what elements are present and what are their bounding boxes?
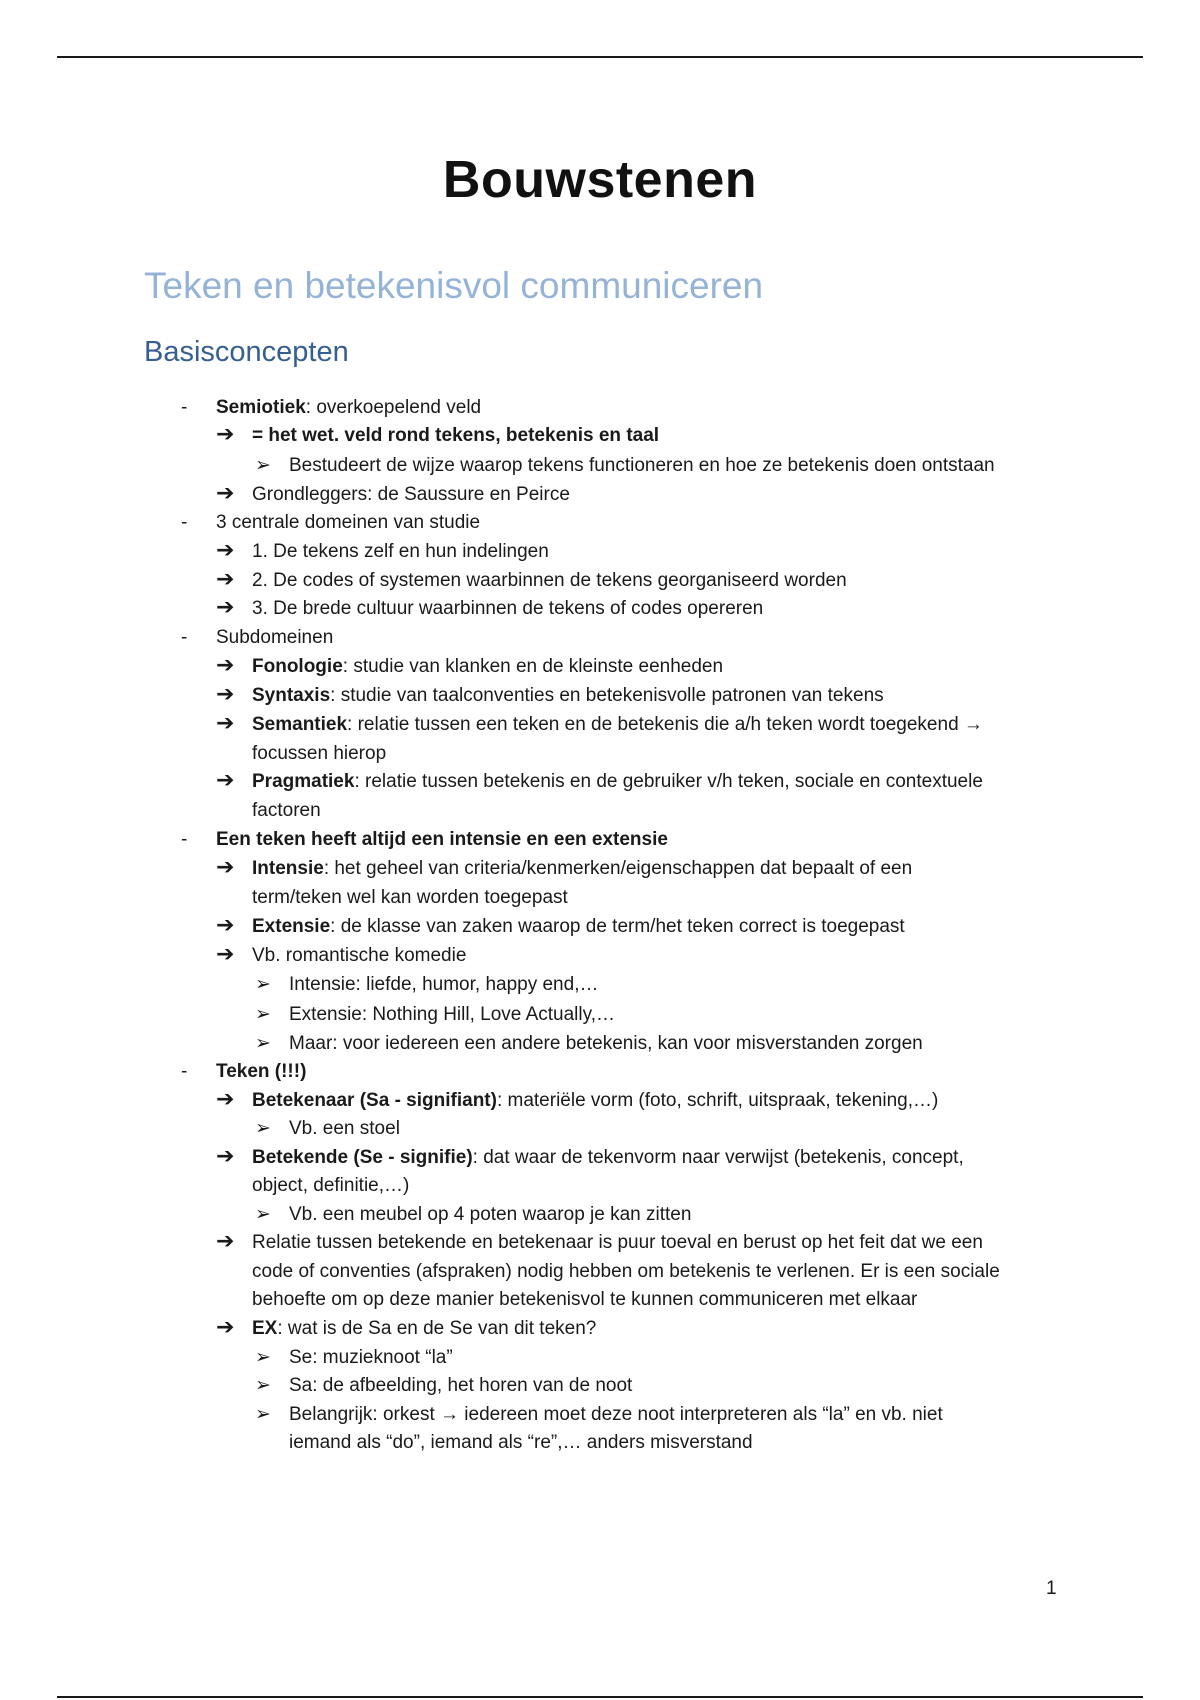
list-item	[216, 480, 570, 509]
item-text: 2. De codes of systemen waarbinnen de tekens georganiseerd worden	[252, 570, 847, 591]
dash-bullet-icon: -	[181, 829, 188, 850]
list-item	[255, 1200, 692, 1229]
bold-term: Semiotiek	[216, 397, 306, 418]
list-item	[216, 421, 660, 450]
bold-term: Extensie	[252, 916, 331, 937]
list-item	[252, 1257, 1000, 1286]
list-item	[255, 1400, 943, 1429]
arrow-bullet-icon: ➔	[216, 594, 235, 619]
dash-bullet-icon: -	[181, 627, 188, 648]
bold-term: Betekenaar (Sa - signifiant)	[252, 1090, 497, 1111]
list-item	[289, 1428, 753, 1457]
item-text: term/teken wel kan worden toegepast	[252, 887, 568, 908]
arrow-bullet-icon: ➔	[216, 710, 235, 735]
arrow-bullet-icon: ➔	[216, 652, 235, 677]
item-text: : het geheel van criteria/kenmerken/eigenschappen dat bepaalt of een	[323, 858, 913, 879]
arrow-bullet-icon: ➔	[216, 1143, 235, 1168]
list-item	[255, 1371, 633, 1400]
page-number: 1	[1046, 1578, 1057, 1599]
arrow-bullet-icon: ➔	[216, 941, 235, 966]
list-item	[255, 451, 995, 480]
list-item	[255, 1029, 923, 1058]
list-item	[216, 1314, 597, 1343]
arrow-bullet-icon: ➔	[216, 537, 235, 562]
heading-2: Basisconcepten	[144, 336, 349, 368]
item-text: Vb. een stoel	[289, 1118, 400, 1139]
triangle-bullet-icon: ➢	[255, 974, 271, 995]
list-item	[216, 594, 764, 623]
arrow-bullet-icon: ➔	[216, 1086, 235, 1111]
list-item	[216, 1143, 964, 1172]
triangle-bullet-icon: ➢	[255, 1404, 271, 1425]
bold-term: Fonologie	[252, 656, 343, 677]
item-text: 3 centrale domeinen van studie	[216, 512, 481, 533]
list-item	[216, 912, 905, 941]
list-item	[255, 1114, 400, 1143]
list-item	[216, 1228, 983, 1257]
list-item	[252, 796, 321, 825]
top-rule	[57, 56, 1143, 58]
arrow-bullet-icon: ➔	[216, 767, 235, 792]
item-text: Extensie: Nothing Hill, Love Actually,…	[289, 1004, 615, 1025]
item-text: 1. De tekens zelf en hun indelingen	[252, 541, 549, 562]
list-item	[216, 652, 724, 681]
arrow-bullet-icon: ➔	[216, 480, 235, 505]
item-text: : relatie tussen een teken en de betekenis die a/h teken wordt toegekend →	[347, 714, 983, 735]
item-text: : dat waar de tekenvorm naar verwijst (betekenis, concept,	[472, 1147, 964, 1168]
arrow-bullet-icon: ➔	[216, 1314, 235, 1339]
item-text: Intensie: liefde, humor, happy end,…	[289, 974, 599, 995]
triangle-bullet-icon: ➢	[255, 455, 271, 476]
arrow-bullet-icon: ➔	[216, 681, 235, 706]
item-text: : studie van klanken en de kleinste eenheden	[342, 656, 724, 677]
item-text: 3. De brede cultuur waarbinnen de tekens of codes opereren	[252, 598, 764, 619]
list-item	[181, 393, 482, 422]
triangle-bullet-icon: ➢	[255, 1033, 271, 1054]
arrow-bullet-icon: ➔	[216, 1228, 235, 1253]
item-text: Belangrijk: orkest → iedereen moet deze noot interpreteren als “la” en vb. niet	[289, 1404, 943, 1425]
dash-bullet-icon: -	[181, 397, 188, 418]
arrow-bullet-icon: ➔	[216, 566, 235, 591]
item-text: Grondleggers: de Saussure en Peirce	[252, 484, 570, 505]
item-text: iemand als “do”, iemand als “re”,… anders misverstand	[289, 1432, 753, 1453]
item-text: factoren	[252, 800, 321, 821]
arrow-bullet-icon: ➔	[216, 421, 235, 446]
bold-term: = het wet. veld rond tekens, betekenis en taal	[252, 425, 660, 446]
item-text: object, definitie,…)	[252, 1175, 410, 1196]
list-item	[181, 623, 334, 652]
item-text: : relatie tussen betekenis en de gebruiker v/h teken, sociale en contextuele	[354, 771, 983, 792]
item-text: : de klasse van zaken waarop de term/het teken correct is toegepast	[330, 916, 905, 937]
list-item	[216, 941, 467, 970]
bold-term: Syntaxis	[252, 685, 331, 706]
item-text: Vb. een meubel op 4 poten waarop je kan zitten	[289, 1204, 692, 1225]
arrow-bullet-icon: ➔	[216, 854, 235, 879]
list-item	[216, 767, 983, 796]
list-item	[216, 710, 983, 739]
list-item	[252, 1171, 409, 1200]
item-text: Subdomeinen	[216, 627, 334, 648]
item-text: Maar: voor iedereen een andere betekenis, kan voor misverstanden zorgen	[289, 1033, 923, 1054]
bold-term: Teken (!!!)	[216, 1061, 307, 1082]
dash-bullet-icon: -	[181, 512, 188, 533]
triangle-bullet-icon: ➢	[255, 1347, 271, 1368]
item-text: Vb. romantische komedie	[252, 945, 467, 966]
list-item	[252, 739, 386, 768]
list-item	[181, 825, 668, 854]
item-text: : studie van taalconventies en betekenisvolle patronen van tekens	[330, 685, 884, 706]
triangle-bullet-icon: ➢	[255, 1375, 271, 1396]
bold-term: Pragmatiek	[252, 771, 355, 792]
bold-term: Betekende (Se - signifie)	[252, 1147, 473, 1168]
bold-term: Intensie	[252, 858, 324, 879]
item-text: Relatie tussen betekende en betekenaar is puur toeval en berust op het feit dat we een	[252, 1232, 983, 1253]
list-item	[181, 1057, 307, 1086]
bottom-rule	[57, 1696, 1143, 1698]
item-text: focussen hierop	[252, 743, 387, 764]
triangle-bullet-icon: ➢	[255, 1204, 271, 1225]
item-text: behoefte om op deze manier betekenisvol te kunnen communiceren met elkaar	[252, 1289, 918, 1310]
arrow-bullet-icon: ➔	[216, 912, 235, 937]
list-item	[181, 508, 481, 537]
item-text: code of conventies (afspraken) nodig hebben om betekenis te verlenen. Er is een sociale	[252, 1261, 1000, 1282]
bold-term: EX	[252, 1318, 278, 1339]
list-item	[216, 537, 549, 566]
heading-1: Teken en betekenisvol communiceren	[144, 265, 764, 306]
bold-term: Semantiek	[252, 714, 348, 735]
triangle-bullet-icon: ➢	[255, 1118, 271, 1139]
bold-term: Een teken heeft altijd een intensie en een extensie	[216, 829, 668, 850]
list-item	[216, 1086, 939, 1115]
item-text: Sa: de afbeelding, het horen van de noot	[289, 1375, 633, 1396]
dash-bullet-icon: -	[181, 1061, 188, 1082]
list-item	[216, 854, 913, 883]
document-title: Bouwstenen	[442, 151, 758, 209]
item-text: Bestudeert de wijze waarop tekens functioneren en hoe ze betekenis doen ontstaan	[289, 455, 995, 476]
list-item	[252, 883, 568, 912]
item-text: : overkoepelend veld	[305, 397, 482, 418]
list-item	[216, 681, 884, 710]
list-item	[255, 1000, 615, 1029]
item-text: : materiële vorm (foto, schrift, uitspraak, tekening,…)	[496, 1090, 939, 1111]
item-text: : wat is de Sa en de Se van dit teken?	[277, 1318, 597, 1339]
list-item	[255, 970, 599, 999]
list-item	[252, 1285, 917, 1314]
item-text: Se: muzieknoot “la”	[289, 1347, 453, 1368]
list-item	[216, 566, 847, 595]
list-item	[255, 1343, 453, 1372]
triangle-bullet-icon: ➢	[255, 1004, 271, 1025]
